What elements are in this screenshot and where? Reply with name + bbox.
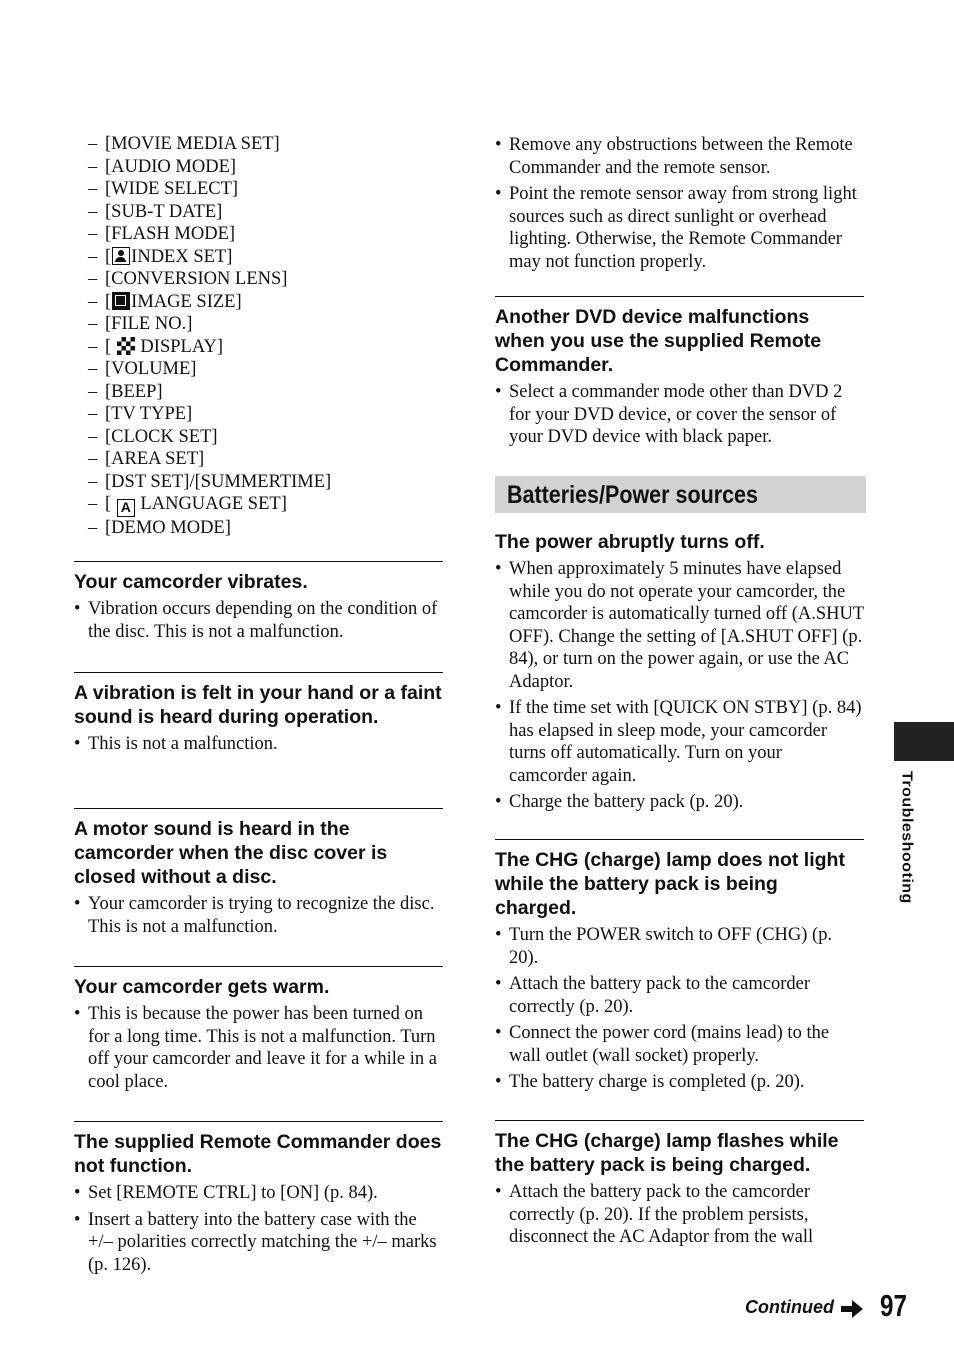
bracket: [ <box>105 291 112 312</box>
bracket: [ <box>105 179 112 199</box>
bracket: [ <box>105 404 112 424</box>
setting-name: INDEX SET] <box>131 246 233 267</box>
bullet-list <box>74 1182 443 1276</box>
setting-name: CONVERSION LENS] <box>111 269 288 289</box>
qa-section <box>74 672 443 756</box>
setting-name: DEMO MODE] <box>111 518 231 538</box>
bullet-item: • Point the remote sensor away from strong light sources such as direct sunlight or overhead lighting. Otherwise, the Remote Commander may not function properly. <box>495 183 864 273</box>
person-icon <box>112 247 130 265</box>
settings-list-item <box>88 448 331 471</box>
bracket: [ <box>105 518 112 538</box>
bracket: [ <box>105 201 112 222</box>
settings-list-item <box>88 493 331 517</box>
dash-marker: – <box>88 201 98 222</box>
settings-list-item <box>88 268 331 291</box>
bracket: [ <box>105 134 112 154</box>
setting-name: TV TYPE] <box>111 404 193 424</box>
dash-marker: – <box>88 291 98 312</box>
bullet-item: • Insert a battery into the battery case with the +/– polarities correctly matching the +/– marks (p. 126). <box>74 1209 443 1277</box>
setting-name: IMAGE SIZE] <box>131 291 242 312</box>
bracket: [ <box>105 336 116 357</box>
bullet-item: • This is because the power has been turned on for a long time. This is not a malfunction. Turn off your camcorder and leave it for a while in a cool place. <box>74 1003 443 1093</box>
bullet-item: • Turn the POWER switch to OFF (CHG) (p. 20). <box>495 924 864 969</box>
page-number: 97 <box>880 1288 907 1323</box>
bullet-item: • Your camcorder is trying to recognize the disc. This is not a malfunction. <box>74 893 443 938</box>
dash-marker: – <box>88 426 98 447</box>
bracket: [ <box>105 246 112 267</box>
display-pattern-icon <box>117 337 135 355</box>
bullet-item: • This is not a malfunction. <box>74 733 443 756</box>
section-heading: The CHG (charge) lamp flashes while the battery pack is being charged. <box>495 1130 839 1176</box>
qa-section <box>74 808 443 938</box>
settings-list <box>88 133 331 540</box>
bracket: [ <box>105 269 112 289</box>
bracket: [ <box>105 224 112 244</box>
bullet-item: • Connect the power cord (mains lead) to the wall outlet (wall socket) properly. <box>495 1022 864 1067</box>
setting-name: LANGUAGE SET] <box>135 494 287 514</box>
bracket: [ <box>105 359 112 379</box>
bullet-list <box>495 558 864 814</box>
bullet-item: • The battery charge is completed (p. 20). <box>495 1071 864 1094</box>
bracket: [ <box>105 426 112 447</box>
settings-list-item <box>88 403 331 426</box>
bullet-list <box>74 598 443 643</box>
settings-list-item <box>88 381 331 404</box>
arrow-right-icon <box>841 1299 863 1319</box>
dash-marker: – <box>88 156 98 177</box>
setting-name: CLOCK SET] <box>111 426 218 447</box>
language-icon: A <box>117 499 135 517</box>
bullet-list <box>495 924 864 1094</box>
qa-section <box>495 839 864 1094</box>
continued-label: Continued <box>745 1297 834 1317</box>
dash-marker: – <box>88 269 98 289</box>
section-heading: The power abruptly turns off. <box>495 531 765 553</box>
side-tab-label: Troubleshooting <box>898 771 915 904</box>
setting-name: BEEP] <box>111 381 163 402</box>
qa-section <box>74 561 443 643</box>
section-heading: The supplied Remote Commander does not function. <box>74 1131 442 1177</box>
settings-list-item <box>88 426 331 449</box>
section-heading: Your camcorder vibrates. <box>74 571 308 593</box>
bullet-item: • When approximately 5 minutes have elapsed while you do not operate your camcorder, the camcorder is automatically turned off (A.SHUT OFF). Change the setting of [A.SHUT OFF] (p. 84), or turn on the power again, or use the AC Adaptor. <box>495 558 864 693</box>
qa-section <box>495 522 864 814</box>
bullet-item: • Attach the battery pack to the camcorder correctly (p. 20). <box>495 973 864 1018</box>
settings-list-item <box>88 178 331 201</box>
bullet-item: • Charge the battery pack (p. 20). <box>495 791 864 814</box>
bullet-item: • Attach the battery pack to the camcorder correctly (p. 20). If the problem persists, disconnect the AC Adaptor from the wall <box>495 1181 864 1249</box>
settings-list-item <box>88 517 331 540</box>
dash-marker: – <box>88 246 98 267</box>
setting-name: SUB-T DATE] <box>111 201 223 222</box>
settings-list-item <box>88 156 331 179</box>
bullet-list <box>74 733 443 756</box>
bracket: [ <box>105 314 112 334</box>
dash-marker: – <box>88 381 98 402</box>
settings-list-item <box>88 223 331 246</box>
section-heading: Your camcorder gets warm. <box>74 976 330 998</box>
dash-marker: – <box>88 336 98 357</box>
bullet-item: • Select a commander mode other than DVD 2 for your DVD device, or cover the sensor of your DVD device with black paper. <box>495 381 864 449</box>
bracket: [ <box>105 381 112 402</box>
section-banner-title: Batteries/Power sources <box>507 481 758 509</box>
bullet-list <box>495 1181 864 1249</box>
bullet-list <box>74 1003 443 1093</box>
bullet-list <box>74 893 443 938</box>
dash-marker: – <box>88 224 98 244</box>
dash-marker: – <box>88 471 98 492</box>
bullet-item: • If the time set with [QUICK ON STBY] (p. 84) has elapsed in sleep mode, your camcorder turns off automatically. Turn on your camcorder again. <box>495 697 864 787</box>
bracket: [ <box>105 471 112 492</box>
settings-list-item <box>88 201 331 224</box>
image-size-icon <box>112 292 130 310</box>
qa-section <box>74 966 443 1093</box>
bullet-list <box>495 381 864 449</box>
setting-name: MOVIE MEDIA SET] <box>111 134 280 154</box>
setting-name: DISPLAY] <box>135 336 224 357</box>
dash-marker: – <box>88 134 98 154</box>
side-tab-marker <box>894 722 954 761</box>
section-heading: Another DVD device malfunctions when you use the supplied Remote Commander. <box>495 306 822 376</box>
bullet-item: • Set [REMOTE CTRL] to [ON] (p. 84). <box>74 1182 443 1205</box>
setting-name: FLASH MODE] <box>111 224 236 244</box>
settings-list-item <box>88 471 331 494</box>
setting-name: DST SET]/[SUMMERTIME] <box>111 471 332 492</box>
settings-list-item <box>88 246 331 269</box>
dash-marker: – <box>88 314 98 334</box>
qa-section <box>495 1120 864 1249</box>
dash-marker: – <box>88 494 98 514</box>
setting-name: AUDIO MODE] <box>111 156 237 177</box>
dash-marker: – <box>88 359 98 379</box>
bullet-list <box>495 130 864 273</box>
dash-marker: – <box>88 449 98 469</box>
setting-name: WIDE SELECT] <box>111 179 239 199</box>
dash-marker: – <box>88 179 98 199</box>
settings-list-item <box>88 313 331 336</box>
bracket: [ <box>105 449 112 469</box>
dash-marker: – <box>88 518 98 538</box>
qa-section <box>495 296 864 449</box>
section-heading: A motor sound is heard in the camcorder when the disc cover is closed without a disc. <box>74 818 388 888</box>
settings-list-item <box>88 358 331 381</box>
bracket: [ <box>105 494 116 514</box>
section-heading: The CHG (charge) lamp does not light while the battery pack is being charged. <box>495 849 845 919</box>
settings-list-item <box>88 291 331 314</box>
settings-list-item <box>88 133 331 156</box>
setting-name: VOLUME] <box>111 359 197 379</box>
settings-list-item <box>88 336 331 359</box>
bullet-item: • Remove any obstructions between the Remote Commander and the remote sensor. <box>495 134 864 179</box>
bullet-item: • Vibration occurs depending on the condition of the disc. This is not a malfunction. <box>74 598 443 643</box>
setting-name: FILE NO.] <box>111 314 193 334</box>
section-heading: A vibration is felt in your hand or a faint sound is heard during operation. <box>74 682 442 728</box>
section-banner <box>495 476 866 513</box>
bracket: [ <box>105 156 112 177</box>
setting-name: AREA SET] <box>111 449 205 469</box>
qa-section <box>74 1121 443 1276</box>
dash-marker: – <box>88 404 98 424</box>
